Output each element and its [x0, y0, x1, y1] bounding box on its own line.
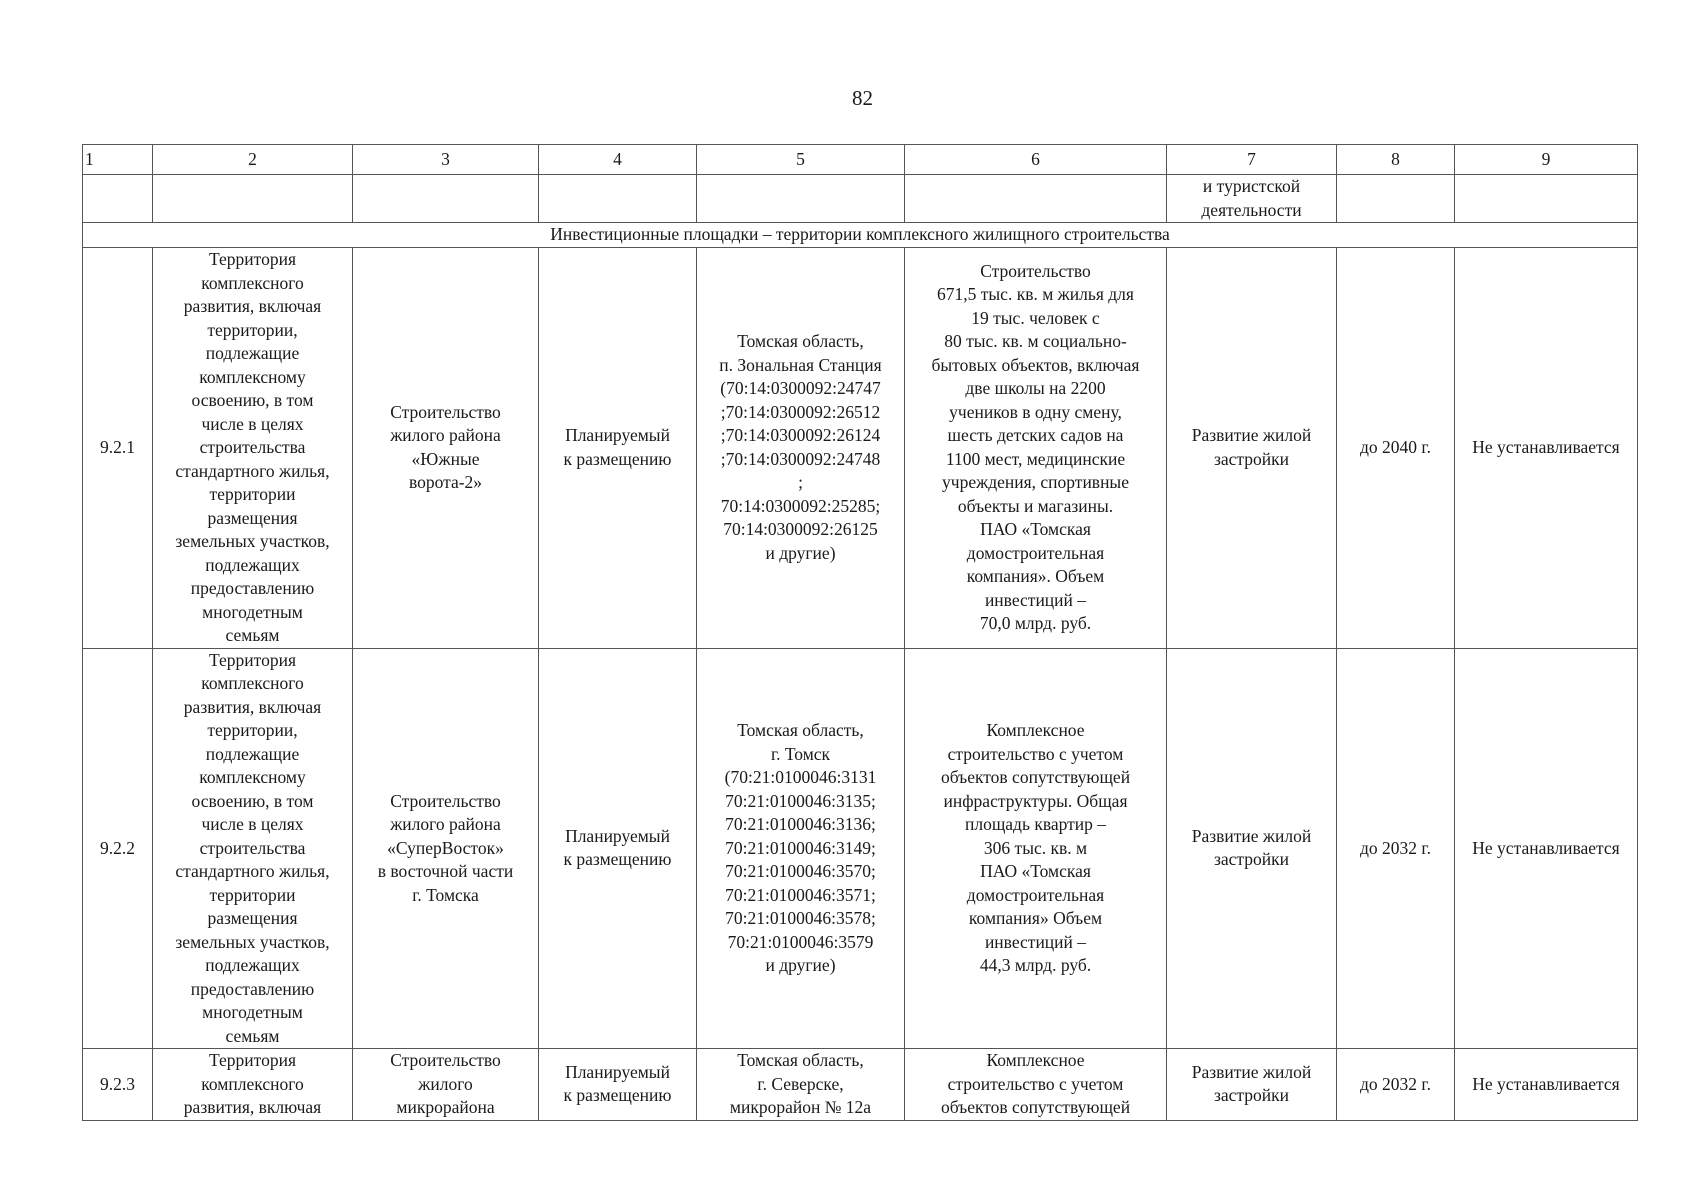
text-line: земельных участков, [175, 931, 330, 952]
location [697, 1049, 905, 1121]
text-line: учеников в одну смену, [949, 401, 1122, 422]
characteristics [905, 248, 1167, 649]
text-line: 70:21:0100046:3136; [725, 814, 876, 834]
text-line: 70:21:0100046:3135; [725, 790, 876, 811]
text-line: 19 тыс. человек с [971, 307, 1100, 328]
text-line: Территория [209, 1050, 296, 1070]
text-line: к размещению [563, 448, 672, 469]
purpose [1167, 248, 1337, 649]
continuation-row [83, 175, 1638, 223]
characteristics [905, 1049, 1167, 1121]
page-number: 82 [852, 86, 873, 110]
text-line: развития, включая [183, 296, 322, 316]
text-line: жилого района [390, 814, 501, 834]
text-line: «СуперВосток» [387, 837, 504, 858]
text-line: шесть детских садов на [947, 425, 1124, 446]
text-line: и туристской [1202, 176, 1301, 196]
text-line: 70:21:0100046:3571; [725, 884, 876, 905]
text-line: компания». Объем [966, 566, 1105, 587]
text-line: площадь квартир – [964, 814, 1107, 834]
text-line: подлежащие [205, 343, 300, 363]
text-line: деятельности [1201, 199, 1302, 220]
territory-description [153, 648, 353, 1049]
text-line: Комплексное [986, 1050, 1085, 1070]
text-line: п. Зональная Станция [719, 354, 882, 375]
text-line: домостроительная [966, 542, 1105, 563]
text-line: 44,3 млрд. руб. [979, 955, 1092, 975]
text-line: подлежащих [205, 554, 300, 575]
text-line: 80 тыс. кв. м социально- [944, 331, 1127, 352]
header-row [83, 145, 1638, 175]
text-line: Развитие жилой [1191, 825, 1312, 846]
text-line: «Южные [411, 448, 480, 469]
text-line: ворота-2» [408, 472, 483, 493]
text-line: к размещению [563, 849, 672, 870]
text-line: 70:21:0100046:3578; [725, 908, 876, 928]
text-line: г. Северске, [757, 1073, 844, 1094]
text-line: земельных участков, [175, 531, 330, 551]
header-cell: 4 [539, 145, 697, 175]
text-line: строительство с учетом [947, 743, 1124, 764]
deadline: до 2032 г. [1337, 1049, 1455, 1121]
text-line: инфраструктуры. Общая [943, 790, 1128, 811]
territory-description [153, 1049, 353, 1121]
text-line: объектов сопутствующей [940, 1097, 1131, 1117]
text-line: Томская область, [737, 1050, 864, 1070]
text-line: Томская область, [737, 720, 864, 740]
object-name [353, 1049, 539, 1121]
text-line: Строительство [390, 401, 501, 422]
text-line: Комплексное [986, 720, 1085, 740]
text-line: ;70:14:0300092:26512 [720, 401, 881, 422]
restrictions: Не устанавливается [1455, 1049, 1638, 1121]
restrictions: Не устанавливается [1455, 648, 1638, 1049]
text-line: семьям [225, 1025, 280, 1046]
text-line: Планируемый [565, 1061, 670, 1082]
text-line: Строительство [390, 1050, 501, 1070]
text-line: подлежащих [205, 955, 300, 975]
text-line: застройки [1213, 849, 1290, 870]
text-line: многодетным [202, 1002, 303, 1022]
purpose [1167, 648, 1337, 1049]
deadline: до 2040 г. [1337, 248, 1455, 649]
location [697, 248, 905, 649]
row-number: 9.2.1 [83, 248, 153, 649]
header-cell: 8 [1337, 145, 1455, 175]
text-line: Развитие жилой [1191, 425, 1312, 446]
text-line: и другие) [765, 955, 836, 975]
text-line: числе в целях [201, 413, 304, 434]
header-cell: 9 [1455, 145, 1638, 175]
continuation-col7 [1167, 175, 1337, 223]
text-line: 306 тыс. кв. м [983, 837, 1088, 858]
text-line: 70:21:0100046:3570; [725, 861, 876, 881]
text-line: территории, [207, 319, 298, 340]
section-title: Инвестиционные площадки – территории комплексного жилищного строительства [83, 223, 1638, 248]
text-line: предоставлению [190, 578, 315, 598]
text-line: ПАО «Томская [980, 519, 1091, 540]
text-line: Строительство [390, 790, 501, 811]
text-line: освоению, в том [191, 790, 314, 811]
table-row [83, 1049, 1638, 1121]
text-line: комплексному [199, 366, 306, 387]
text-line: (70:14:0300092:24747 [720, 378, 881, 399]
text-line: 1100 мест, медицинские [945, 448, 1126, 469]
text-line: ;70:14:0300092:24748 [720, 448, 881, 469]
row-number: 9.2.3 [83, 1049, 153, 1121]
characteristics [905, 648, 1167, 1049]
text-line: размещения [207, 507, 298, 528]
text-line: числе в целях [201, 814, 304, 834]
text-line: стандартного жилья, [175, 460, 330, 481]
text-line: стандартного жилья, [175, 861, 330, 881]
text-line: 70:14:0300092:25285; [720, 495, 881, 516]
document-table [82, 144, 1638, 1121]
text-line: 70:14:0300092:26125 [723, 519, 878, 540]
text-line: микрорайон № 12а [729, 1097, 872, 1117]
text-line: комплексного [201, 1073, 304, 1094]
text-line: компания» Объем [968, 908, 1103, 928]
text-line: 70:21:0100046:3149; [725, 837, 876, 858]
text-line: Строительство [980, 260, 1091, 281]
text-line: комплексного [201, 673, 304, 693]
text-line: Территория [209, 249, 296, 269]
restrictions: Не устанавливается [1455, 248, 1638, 649]
text-line: территории, [207, 720, 298, 740]
header-cell: 1 [83, 145, 153, 175]
text-line: семьям [225, 625, 280, 645]
text-line: ;70:14:0300092:26124 [720, 425, 881, 446]
territory-description [153, 248, 353, 649]
deadline: до 2032 г. [1337, 648, 1455, 1049]
header-cell: 7 [1167, 145, 1337, 175]
text-line: развития, включая [183, 696, 322, 717]
text-line: Территория [209, 649, 296, 670]
text-line: застройки [1213, 1085, 1290, 1106]
text-line: 70,0 млрд. руб. [979, 613, 1092, 634]
header-cell: 3 [353, 145, 539, 175]
text-line: комплексному [199, 767, 306, 787]
text-line: две школы на 2200 [965, 378, 1106, 399]
table-row [83, 248, 1638, 649]
text-line: предоставлению [190, 978, 315, 999]
text-line: жилого [418, 1073, 473, 1094]
text-line: объекты и магазины. [957, 495, 1114, 516]
text-line: инвестиций – [984, 589, 1087, 610]
text-line: микрорайона [396, 1097, 495, 1117]
text-line: г. Томск [770, 743, 831, 764]
text-line: Томская область, [737, 331, 864, 352]
text-line: Развитие жилой [1191, 1061, 1312, 1082]
text-line: и другие) [765, 542, 836, 563]
text-line: ; [798, 472, 803, 493]
text-line: строительства [199, 437, 306, 457]
text-line: развития, включая [183, 1097, 322, 1117]
text-line: освоению, в том [191, 390, 314, 410]
text-line: жилого района [390, 425, 501, 446]
text-line: 671,5 тыс. кв. м жилья для [937, 284, 1134, 305]
text-line: территории [209, 884, 296, 905]
location [697, 648, 905, 1049]
text-line: подлежащие [205, 743, 300, 764]
object-name [353, 648, 539, 1049]
status [539, 248, 697, 649]
text-line: учреждения, спортивные [942, 472, 1129, 493]
text-line: объектов сопутствующей [940, 767, 1131, 787]
text-line: Планируемый [565, 425, 670, 446]
text-line: многодетным [202, 601, 303, 622]
text-line: 70:21:0100046:3579 [727, 931, 874, 952]
row-number: 9.2.2 [83, 648, 153, 1049]
text-line: территории [209, 484, 296, 504]
header-cell: 6 [905, 145, 1167, 175]
text-line: инвестиций – [984, 931, 1087, 952]
text-line: размещения [207, 908, 298, 928]
status [539, 648, 697, 1049]
text-line: Планируемый [565, 825, 670, 846]
text-line: в восточной части [377, 861, 514, 881]
header-cell: 2 [153, 145, 353, 175]
purpose [1167, 1049, 1337, 1121]
text-line: (70:21:0100046:3131 [724, 767, 877, 787]
text-line: строительство с учетом [947, 1073, 1124, 1094]
table-row [83, 648, 1638, 1049]
object-name [353, 248, 539, 649]
text-line: застройки [1213, 448, 1290, 469]
text-line: строительства [199, 837, 306, 858]
text-line: бытовых объектов, включая [931, 354, 1140, 375]
section-row [83, 223, 1638, 248]
text-line: комплексного [201, 272, 304, 293]
status [539, 1049, 697, 1121]
header-cell: 5 [697, 145, 905, 175]
text-line: домостроительная [966, 884, 1105, 905]
text-line: г. Томска [412, 884, 479, 905]
text-line: ПАО «Томская [980, 861, 1091, 881]
text-line: к размещению [563, 1085, 672, 1106]
